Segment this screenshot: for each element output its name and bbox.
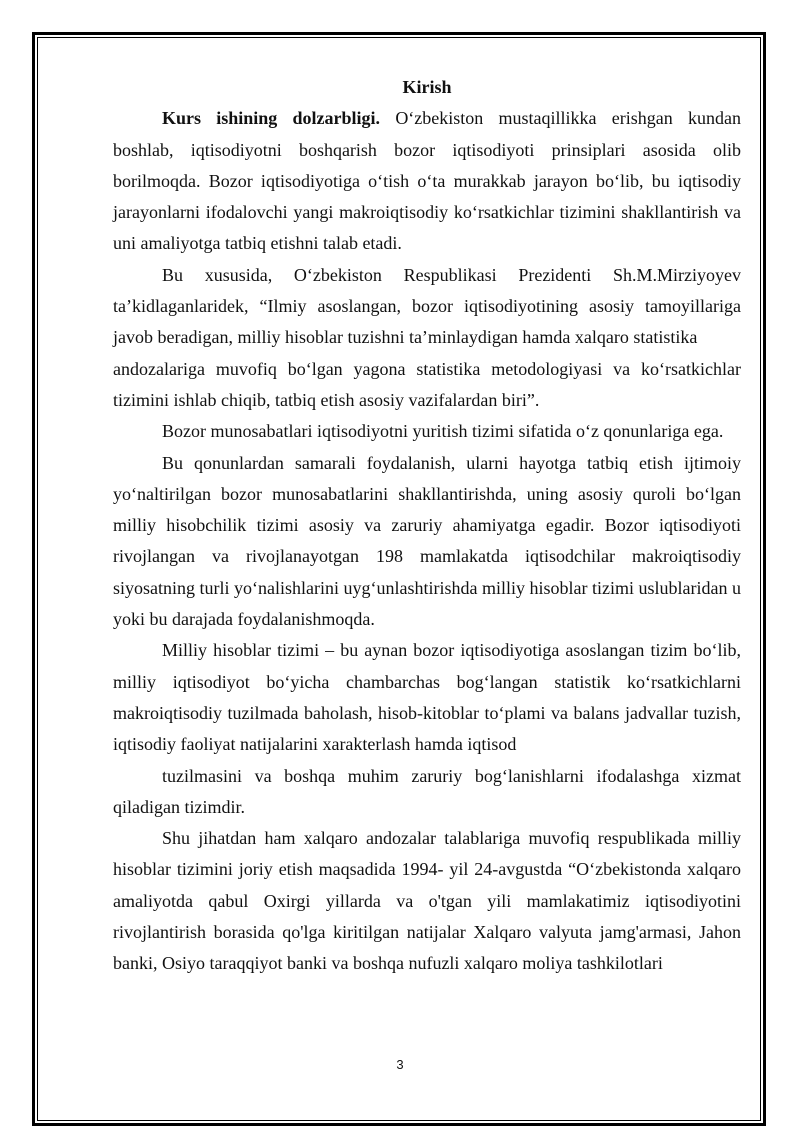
document-page [113,72,741,980]
paragraph-3: Bozor munosabatlari iqtisodiyotni yuritish tizimi sifatida o‘z qonunlariga ega. [162,421,724,442]
paragraph-5: Milliy hisoblar tizimi – bu aynan bozor iqtisodiyotiga asoslangan tizim bo‘lib, milliy iqtisodiyot bo‘yicha chambarchas bog‘langan statistik ko‘rsatkichlarni makroiqtisodiy tuzilmada baholash, hisob-kitoblar to‘plami va balans jadvallar tuzish, iqtisodiy faoliyat natijalarini xarakterlash hamda iqtisod [113,640,741,755]
paragraph-2-continuation: andozalariga muvofiq bo‘lgan yagona statistika metodologiyasi va ko‘rsatkichlar tizimini ishlab chiqib, tatbiq etish asosiy vazifalardan biri”. [113,358,741,410]
paragraph-1-text: O‘zbekiston mustaqillikka erishgan kundan boshlab, iqtisodiyotni boshqarish bozor iqtisodiyoti prinsiplari asosida olib borilmoqda. Bozor iqtisodiyotiga o‘tish o‘ta murakkab jarayon bo‘lib, bu iqtisodiy jarayonlarni ifodalovchi yangi makroiqtisodiy ko‘rsatkichlar tizimini shakllantirish va uni amaliyotga tatbiq etishni talab etadi. [113,108,741,254]
paragraph-1 [113,103,741,259]
paragraph-7: Shu jihatdan ham xalqaro andozalar talablariga muvofiq respublikada milliy hisoblar tizimini joriy etish maqsadida 1994- yil 24-avgustda “O‘zbekistonda xalqaro amaliyotda qabul Oxirgi yillarda va o'tgan yili mamlakatimiz iqtisodiyotini rivojlantirish borasida qo'lga kiritilgan natijalar Xalqaro valyuta jamg'armasi, Jahon banki, Osiyo taraqqiyot banki va boshqa nufuzli xalqaro moliya tashkilotlari [113,828,741,974]
page-number: 3 [396,1057,404,1072]
paragraph-2: Bu xususida, O‘zbekiston Respublikasi Prezidenti Sh.M.Mirziyoyev ta’kidlaganlaridek, “Ilmiy asoslangan, bozor iqtisodiyotining asosiy tamoyillariga javob beradigan, milliy hisoblar tuzishni ta’minlaydigan hamda xalqaro statistika [113,264,741,348]
paragraph-4: Bu qonunlardan samarali foydalanish, ularni hayotga tatbiq etish ijtimoiy yo‘naltirilgan bozor munosabatlarini shakllantirishda, uning asosiy quroli bo‘lgan milliy hisobchilik tizimi asosiy va zaruriy ahamiyatga egadir. Bozor iqtisodiyoti rivojlangan va rivojlanayotgan 198 mamlakatda iqtisodchilar makroiqtisodiy siyosatning turli yo‘nalishlarini uyg‘unlashtirishda milliy hisoblar tizimi uslublaridan u yoki bu darajada foydalanishmoqda. [113,452,741,630]
section-title: Kirish [402,77,452,97]
lead-heading: Kurs ishining dolzarbligi. [162,108,381,129]
paragraph-6: tuzilmasini va boshqa muhim zaruriy bog‘lanishlarni ifodalashga xizmat qiladigan tizimdir. [113,765,741,817]
